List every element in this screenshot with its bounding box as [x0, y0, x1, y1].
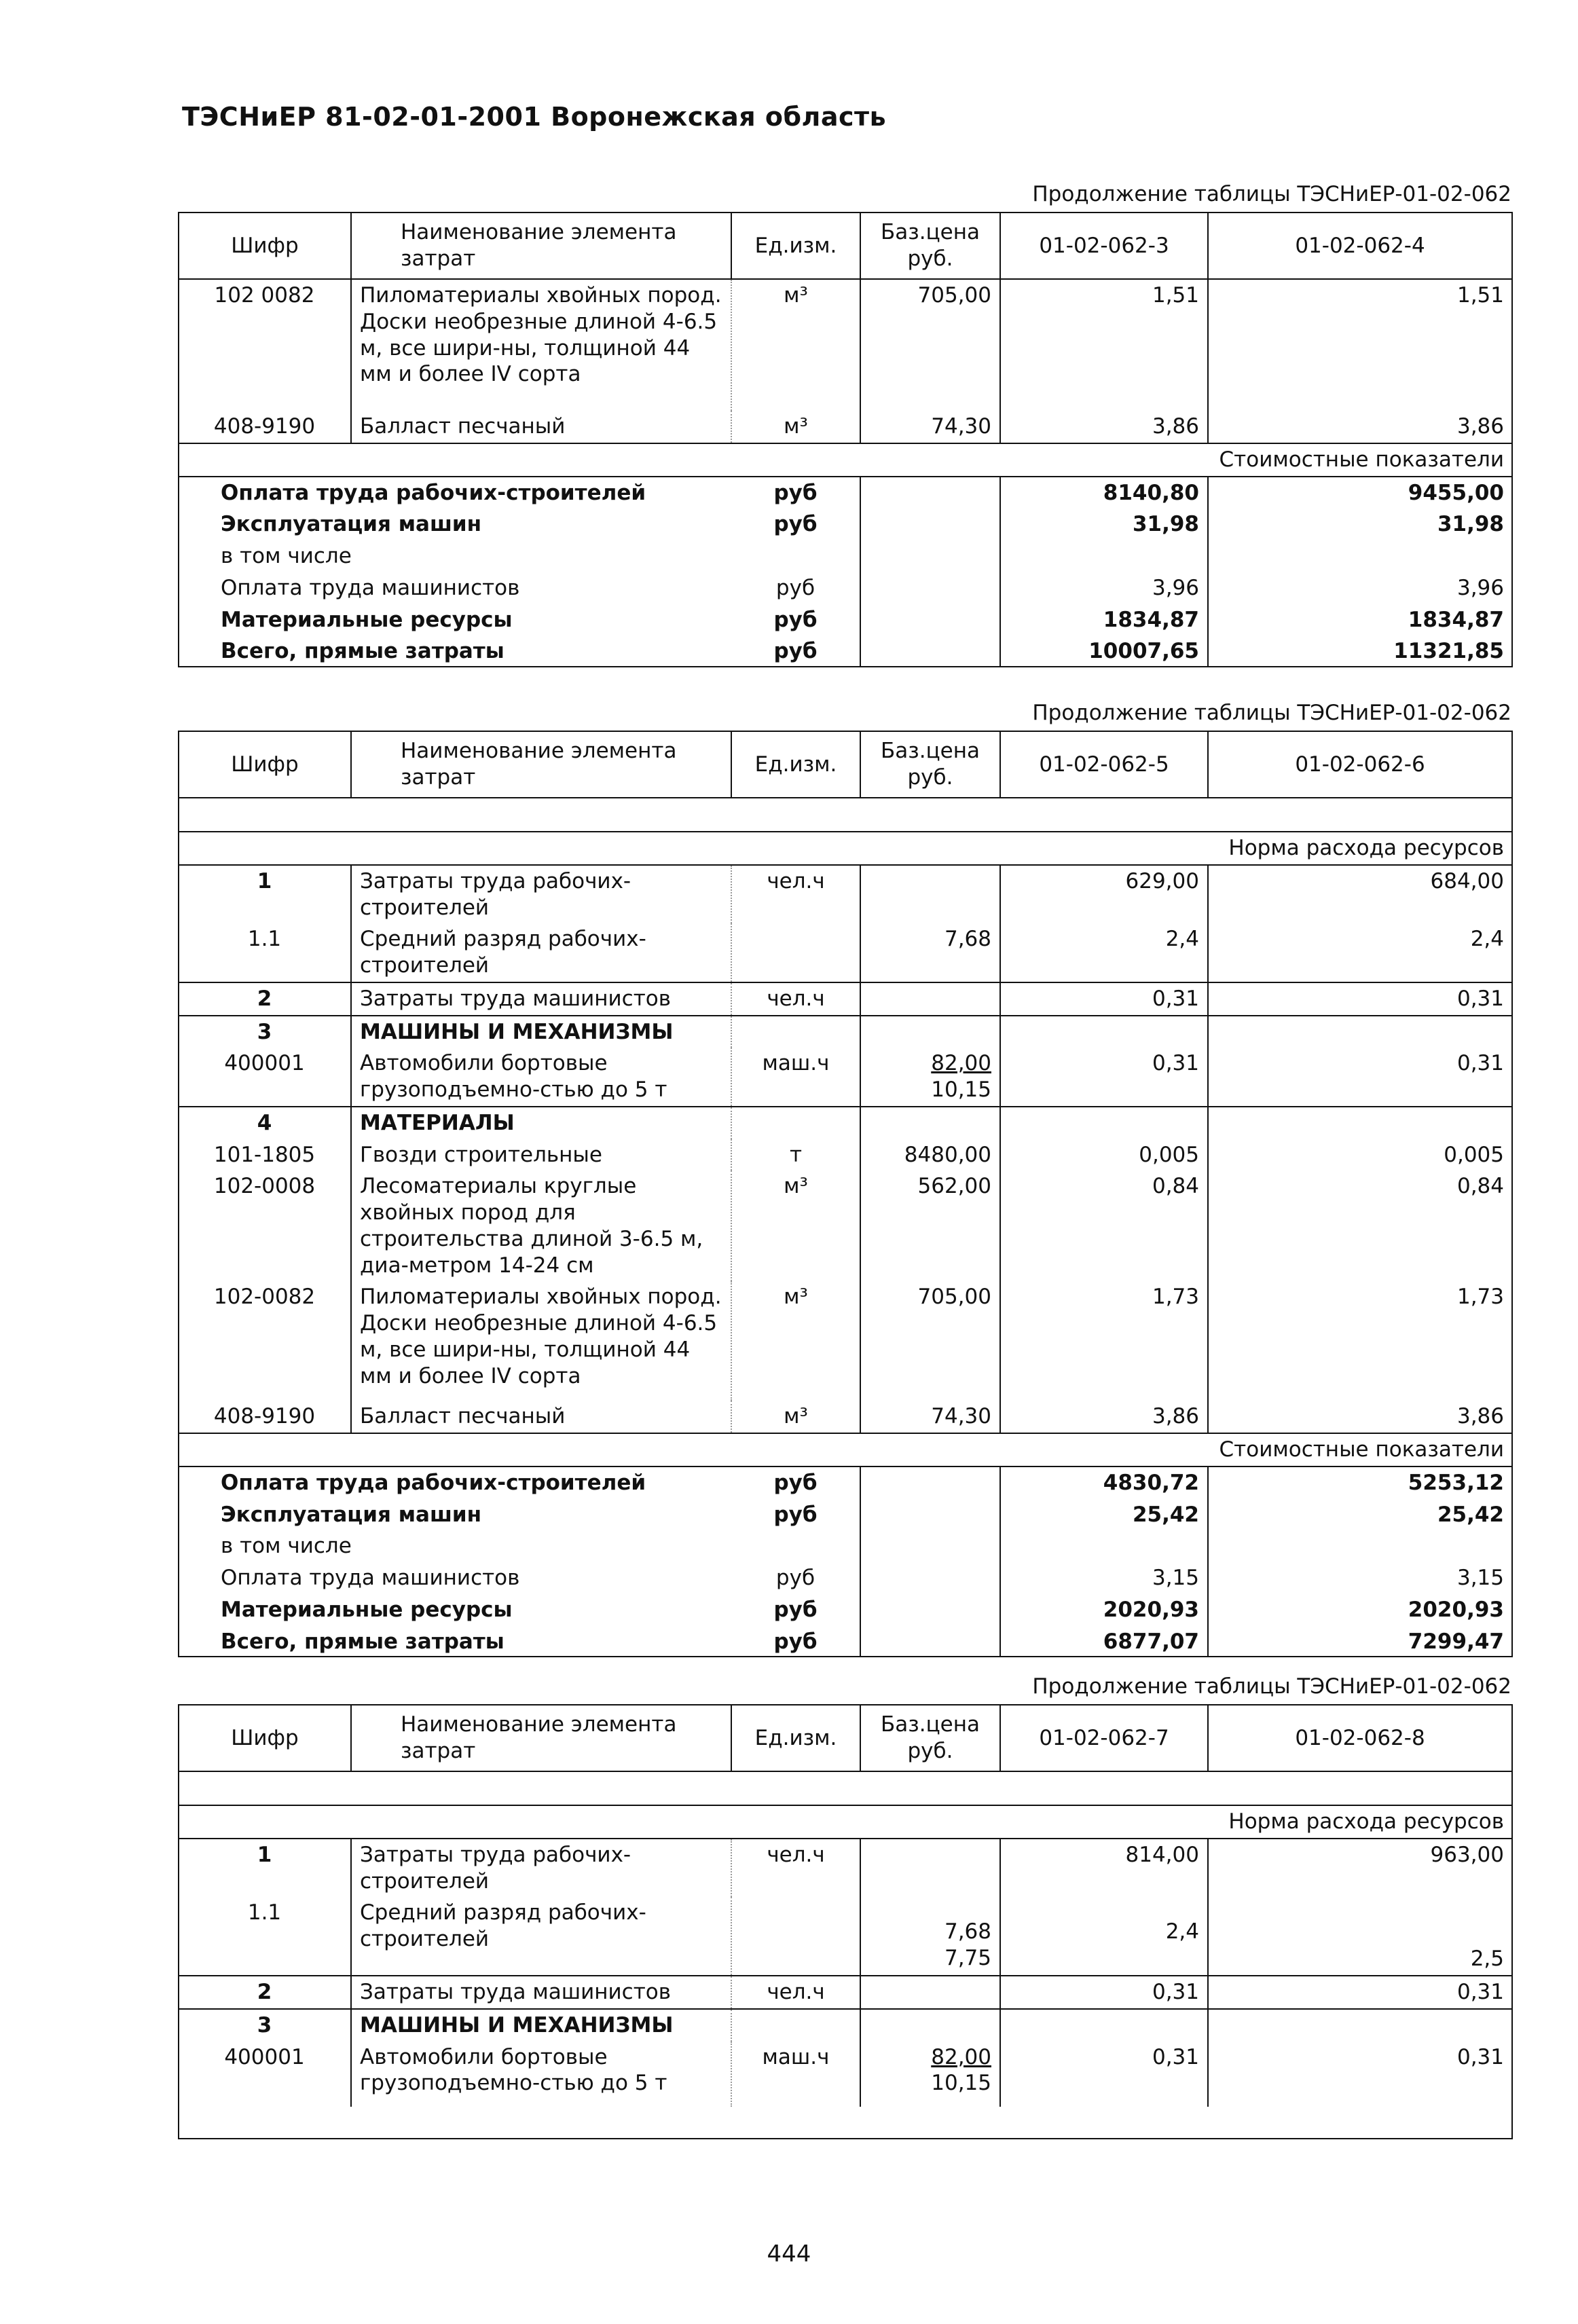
table-row	[179, 1976, 1512, 2009]
price-a: 82,00	[931, 1051, 991, 1076]
row-price: 74,30	[860, 1401, 1000, 1433]
table-row	[179, 1048, 1512, 1107]
sum-value-2: 7299,47	[1408, 1629, 1504, 1654]
price-b: 10,15	[931, 2071, 991, 2096]
row-name: Автомобили бортовые грузоподъемно-стью до 5 т	[351, 1048, 731, 1107]
sum-label-labor: Оплата труда рабочих-строителей	[221, 480, 646, 505]
sum-unit: руб	[731, 572, 860, 604]
sum-value-2: 31,98	[1437, 512, 1504, 537]
sum-unit: руб	[731, 1562, 860, 1594]
row-code: 2	[179, 1976, 351, 2009]
table2	[178, 731, 1513, 1657]
row-value-2: 684,00	[1430, 868, 1504, 893]
sum-value-1: 10007,65	[1000, 635, 1208, 667]
row-price: 562,00	[860, 1170, 1000, 1281]
sum-label-operators: Оплата труда машинистов	[221, 1566, 520, 1590]
header-price-line1: Баз.цена	[880, 739, 980, 764]
row-value-1: 0,31	[1000, 1048, 1208, 1107]
section-label-norm: Норма расхода ресурсов	[179, 1805, 1512, 1839]
group-title: МАШИНЫ И МЕХАНИЗМЫ	[351, 2009, 731, 2042]
row-value-2: 0,31	[1208, 1976, 1512, 2009]
sum-value-1: 8140,80	[1000, 477, 1208, 509]
row-unit: м³	[731, 279, 860, 411]
sum-unit: руб	[731, 477, 860, 509]
row-value-2: 0,005	[1444, 1142, 1504, 1167]
sum-value-2: 3,15	[1456, 1566, 1504, 1590]
row-code: 3	[179, 1016, 351, 1048]
summary-row	[179, 635, 1512, 667]
header-code: Шифр	[179, 731, 351, 798]
sum-label-total: Всего, прямые затраты	[221, 1629, 504, 1654]
header-price-line2: руб.	[907, 1739, 953, 1763]
price-a: 7,68	[944, 1919, 991, 1944]
section-row	[179, 1433, 1512, 1467]
summary-row	[179, 1626, 1512, 1658]
row-unit: м³	[731, 1401, 860, 1433]
row-name: Лесоматериалы круглые хвойных пород для строительства длиной 3-6.5 м, диа-метром 14-24 см	[351, 1170, 731, 1281]
price-b: 7,75	[944, 1946, 991, 1970]
row-name: Средний разряд рабочих-строителей	[351, 923, 731, 982]
row-code: 101-1805	[213, 1142, 316, 1167]
header-col1: 01-02-062-5	[1000, 731, 1208, 798]
sum-value-1: 3,96	[1000, 572, 1208, 604]
table-header	[179, 1705, 1512, 1771]
row-value-2: 2,5	[1470, 1947, 1504, 1972]
sum-value-2: 11321,85	[1393, 639, 1504, 664]
section-label-cost: Стоимостные показатели	[179, 443, 1512, 477]
table3-caption: Продолжение таблицы ТЭСНиЕР-01-02-062	[1032, 1674, 1511, 1699]
header-price	[860, 1705, 1000, 1771]
sum-unit: руб	[731, 1594, 860, 1626]
row-unit: м³	[731, 411, 860, 443]
header-price	[860, 213, 1000, 279]
row-name: Затраты труда рабочих-строителей	[351, 1839, 731, 1898]
header-price-line2: руб.	[907, 765, 953, 790]
table-row	[179, 1139, 1512, 1171]
section-row	[179, 1805, 1512, 1839]
row-value-2: 2,4	[1470, 927, 1504, 952]
table-row	[179, 982, 1512, 1016]
group-title: МАШИНЫ И МЕХАНИЗМЫ	[351, 1016, 731, 1048]
row-code: 400001	[224, 1051, 305, 1076]
row-value-1: 2,4	[1000, 1897, 1208, 1976]
sum-label-labor: Оплата труда рабочих-строителей	[221, 1470, 646, 1495]
summary-row	[179, 509, 1512, 540]
header-col2: 01-02-062-6	[1208, 731, 1512, 798]
group-row	[179, 1016, 1512, 1048]
row-value-1: 1,51	[1000, 279, 1208, 411]
sum-value-1: 2020,93	[1000, 1594, 1208, 1626]
table-row	[179, 411, 1512, 443]
table-row	[179, 279, 1512, 411]
sum-label-including: в том числе	[221, 544, 352, 568]
row-value-1: 1,73	[1000, 1281, 1208, 1401]
section-row	[179, 832, 1512, 865]
row-name: Пиломатериалы хвойных пород. Доски необрезные длиной 4-6.5 м, все шири-ны, толщиной 44 мм и более IV сорта	[351, 1281, 731, 1401]
row-price: 74,30	[860, 411, 1000, 443]
sum-value-1: 6877,07	[1000, 1626, 1208, 1658]
summary-row	[179, 572, 1512, 604]
header-price-line1: Баз.цена	[880, 220, 980, 245]
sum-unit: руб	[731, 1626, 860, 1658]
row-unit: маш.ч	[731, 2042, 860, 2107]
sum-unit: руб	[731, 635, 860, 667]
sum-unit: руб	[731, 1499, 860, 1531]
header-col2: 01-02-062-4	[1208, 213, 1512, 279]
row-value-1: 2,4	[1000, 923, 1208, 982]
row-price	[860, 2042, 1000, 2107]
row-name: Средний разряд рабочих-строителей	[351, 1897, 731, 1976]
sum-value-1: 25,42	[1000, 1499, 1208, 1531]
sum-unit: руб	[731, 509, 860, 540]
sum-value-2: 5253,12	[1408, 1470, 1504, 1495]
table-row	[179, 923, 1512, 982]
row-value-2: 3,86	[1456, 414, 1504, 439]
row-value-1: 0,84	[1000, 1170, 1208, 1281]
header-price-line2: руб.	[907, 246, 953, 271]
row-value-2: 0,84	[1456, 1174, 1504, 1199]
row-code: 3	[179, 2009, 351, 2042]
section-label-norm: Норма расхода ресурсов	[179, 832, 1512, 865]
row-unit: чел.ч	[731, 982, 860, 1016]
summary-row	[179, 1594, 1512, 1626]
row-unit: чел.ч	[731, 1839, 860, 1898]
table-row	[179, 1170, 1512, 1281]
table-row	[179, 1281, 1512, 1401]
table1	[178, 212, 1513, 667]
sum-label-including: в том числе	[221, 1534, 352, 1559]
table-header	[179, 213, 1512, 279]
header-unit: Ед.изм.	[731, 213, 860, 279]
header-unit: Ед.изм.	[731, 731, 860, 798]
summary-row	[179, 540, 1512, 572]
row-name: Балласт песчаный	[351, 411, 731, 443]
sum-value-2: 9455,00	[1408, 480, 1504, 505]
row-price	[860, 1048, 1000, 1107]
row-value-2: 0,31	[1208, 982, 1512, 1016]
row-name: Балласт песчаный	[351, 1401, 731, 1433]
page-number: 444	[767, 2240, 811, 2268]
row-price	[860, 1897, 1000, 1976]
summary-row	[179, 1562, 1512, 1594]
summary-row	[179, 604, 1512, 636]
row-value-2: 0,31	[1456, 1051, 1504, 1076]
sum-value-1: 31,98	[1000, 509, 1208, 540]
summary-row	[179, 1499, 1512, 1531]
row-value-2: 963,00	[1430, 1842, 1504, 1867]
row-value-2: 0,31	[1456, 2044, 1504, 2069]
header-code: Шифр	[179, 1705, 351, 1771]
header-col1: 01-02-062-3	[1000, 213, 1208, 279]
row-price: 705,00	[860, 1281, 1000, 1401]
header-name: Наименование элемента затрат	[351, 1705, 731, 1771]
row-name: Пиломатериалы хвойных пород. Доски необрезные длиной 4-6.5 м, все шири-ны, толщиной 44 мм и более IV сорта	[351, 279, 731, 411]
row-code: 1.1	[247, 927, 282, 952]
row-code: 408-9190	[213, 1404, 316, 1429]
row-code: 1	[257, 1842, 272, 1867]
row-code: 102-0008	[213, 1174, 316, 1199]
table-header	[179, 731, 1512, 798]
header-price-line1: Баз.цена	[880, 1712, 980, 1737]
row-value-2: 1,73	[1456, 1285, 1504, 1310]
row-code: 102-0082	[213, 1285, 316, 1310]
row-unit: чел.ч	[731, 1976, 860, 2009]
sum-label-materials: Материальные ресурсы	[221, 607, 513, 632]
sum-label-materials: Материальные ресурсы	[221, 1597, 513, 1622]
header-name: Наименование элемента затрат	[351, 213, 731, 279]
header-col1: 01-02-062-7	[1000, 1705, 1208, 1771]
sum-value-2: 3,96	[1456, 575, 1504, 600]
row-price: 8480,00	[860, 1139, 1000, 1171]
row-name: Автомобили бортовые грузоподъемно-стью до 5 т	[351, 2042, 731, 2107]
table-row	[179, 865, 1512, 924]
row-name: Затраты труда машинистов	[351, 1976, 731, 2009]
table-row	[179, 2042, 1512, 2107]
header-col2: 01-02-062-8	[1208, 1705, 1512, 1771]
table-row	[179, 1839, 1512, 1898]
row-value-1: 0,31	[1000, 1976, 1208, 2009]
row-value-1: 0,005	[1000, 1139, 1208, 1171]
sum-unit: руб	[731, 1467, 860, 1499]
row-value-1: 629,00	[1000, 865, 1208, 924]
header-name: Наименование элемента затрат	[351, 731, 731, 798]
table2-caption: Продолжение таблицы ТЭСНиЕР-01-02-062	[1032, 701, 1511, 725]
row-code: 2	[179, 982, 351, 1016]
sum-unit: руб	[731, 604, 860, 636]
summary-row	[179, 1530, 1512, 1562]
summary-row	[179, 477, 1512, 509]
sum-label-machines: Эксплуатация машин	[221, 1502, 482, 1527]
row-value-1: 0,31	[1000, 982, 1208, 1016]
sum-label-machines: Эксплуатация машин	[221, 512, 482, 537]
sum-value-2: 1834,87	[1408, 607, 1504, 632]
header-code: Шифр	[179, 213, 351, 279]
group-row	[179, 2009, 1512, 2042]
price-b: 10,15	[931, 1077, 991, 1102]
row-name: Гвозди строительные	[351, 1139, 731, 1171]
group-title: МАТЕРИАЛЫ	[351, 1107, 731, 1139]
sum-value-2: 25,42	[1437, 1502, 1504, 1527]
row-code: 4	[179, 1107, 351, 1139]
row-name: Затраты труда машинистов	[351, 982, 731, 1016]
row-price: 7,68	[860, 923, 1000, 982]
table-row	[179, 1897, 1512, 1976]
summary-row	[179, 1467, 1512, 1499]
row-code: 102 0082	[214, 283, 315, 308]
table-row	[179, 1401, 1512, 1433]
row-unit: т	[731, 1139, 860, 1171]
table1-caption: Продолжение таблицы ТЭСНиЕР-01-02-062	[1032, 182, 1511, 206]
row-code: 1.1	[247, 1900, 282, 1925]
row-unit: чел.ч	[731, 865, 860, 924]
header-unit: Ед.изм.	[731, 1705, 860, 1771]
section-label-cost: Стоимостные показатели	[179, 1433, 1512, 1467]
header-price	[860, 731, 1000, 798]
section-row	[179, 443, 1512, 477]
row-price: 705,00	[860, 279, 1000, 411]
sum-value-1: 4830,72	[1000, 1467, 1208, 1499]
group-row	[179, 1107, 1512, 1139]
sum-value-1: 3,15	[1000, 1562, 1208, 1594]
document-title: ТЭСНиЕР 81-02-01-2001 Воронежская область	[182, 102, 887, 132]
row-code: 1	[257, 868, 272, 893]
row-code: 408-9190	[213, 414, 316, 439]
row-value-1: 3,86	[1000, 411, 1208, 443]
sum-value-1: 1834,87	[1000, 604, 1208, 636]
row-unit: маш.ч	[731, 1048, 860, 1107]
row-unit: м³	[731, 1170, 860, 1281]
row-value-1: 0,31	[1000, 2042, 1208, 2107]
table3	[178, 1704, 1513, 2139]
row-name: Затраты труда рабочих-строителей	[351, 865, 731, 924]
row-unit: м³	[731, 1281, 860, 1401]
sum-label-operators: Оплата труда машинистов	[221, 575, 520, 600]
row-value-2: 3,86	[1456, 1404, 1504, 1429]
sum-value-2: 2020,93	[1408, 1597, 1504, 1622]
row-code: 400001	[224, 2044, 305, 2069]
price-a: 82,00	[931, 2044, 991, 2069]
row-value-2: 1,51	[1456, 283, 1504, 308]
sum-label-total: Всего, прямые затраты	[221, 639, 504, 664]
row-value-1: 3,86	[1000, 1401, 1208, 1433]
row-value-1: 814,00	[1000, 1839, 1208, 1898]
